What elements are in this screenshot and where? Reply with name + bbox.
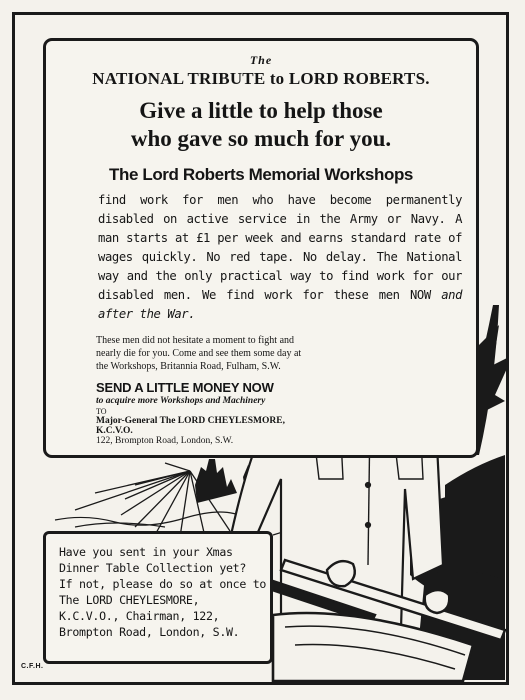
main-text-panel bbox=[43, 38, 479, 458]
xmas-line: If not, please do so at once to bbox=[59, 577, 267, 591]
headline bbox=[60, 97, 462, 153]
addressee: Major-General The LORD CHEYLESMORE, K.C.V.O. bbox=[96, 416, 285, 436]
tribute-title: NATIONAL TRIBUTE to LORD ROBERTS. bbox=[92, 69, 430, 88]
address-line: 122, Brompton Road, London, S.W. bbox=[96, 436, 234, 446]
headline-line-1: Give a little to help those bbox=[139, 98, 383, 123]
workshops-title: The Lord Roberts Memorial Workshops bbox=[108, 165, 413, 184]
acquire-text: to acquire more Workshops and Machinery bbox=[96, 396, 266, 406]
workshops-body-emphasis: and after the War. bbox=[98, 288, 462, 321]
xmas-line: K.C.V.O., Chairman, 122, bbox=[59, 609, 220, 623]
workshops-body bbox=[98, 191, 462, 324]
to-label: TO bbox=[96, 407, 107, 416]
workshops-body-main: find work for men who have become permanently disabled on active service in the Army or Navy. A man starts at £1 per week and earns standard rate of wages quickly. No red tape. No delay. The National way and the only practical way to find work for our disabled men. We find work for these men NOW bbox=[98, 193, 462, 302]
headline-line-2: who gave so much for you. bbox=[130, 126, 392, 151]
xmas-line: Brompton Road, London, S.W. bbox=[59, 625, 240, 639]
visit-text: These men did not hesitate a moment to fight and nearly die for you. Come and see them some day at the Workshops, Britannia Road, Fulham, S.W. bbox=[96, 335, 302, 372]
xmas-line: Have you sent in your Xmas bbox=[59, 545, 233, 559]
xmas-line: The LORD CHEYLESMORE, bbox=[59, 593, 200, 607]
xmas-line: Dinner Table Collection yet? bbox=[59, 561, 247, 575]
send-money-heading: SEND A LITTLE MONEY NOW bbox=[96, 380, 274, 395]
appeal-column bbox=[96, 334, 314, 446]
xmas-collection-box bbox=[43, 531, 273, 664]
artist-signature: C.F.H. bbox=[21, 663, 44, 670]
header-the: The bbox=[249, 53, 273, 67]
